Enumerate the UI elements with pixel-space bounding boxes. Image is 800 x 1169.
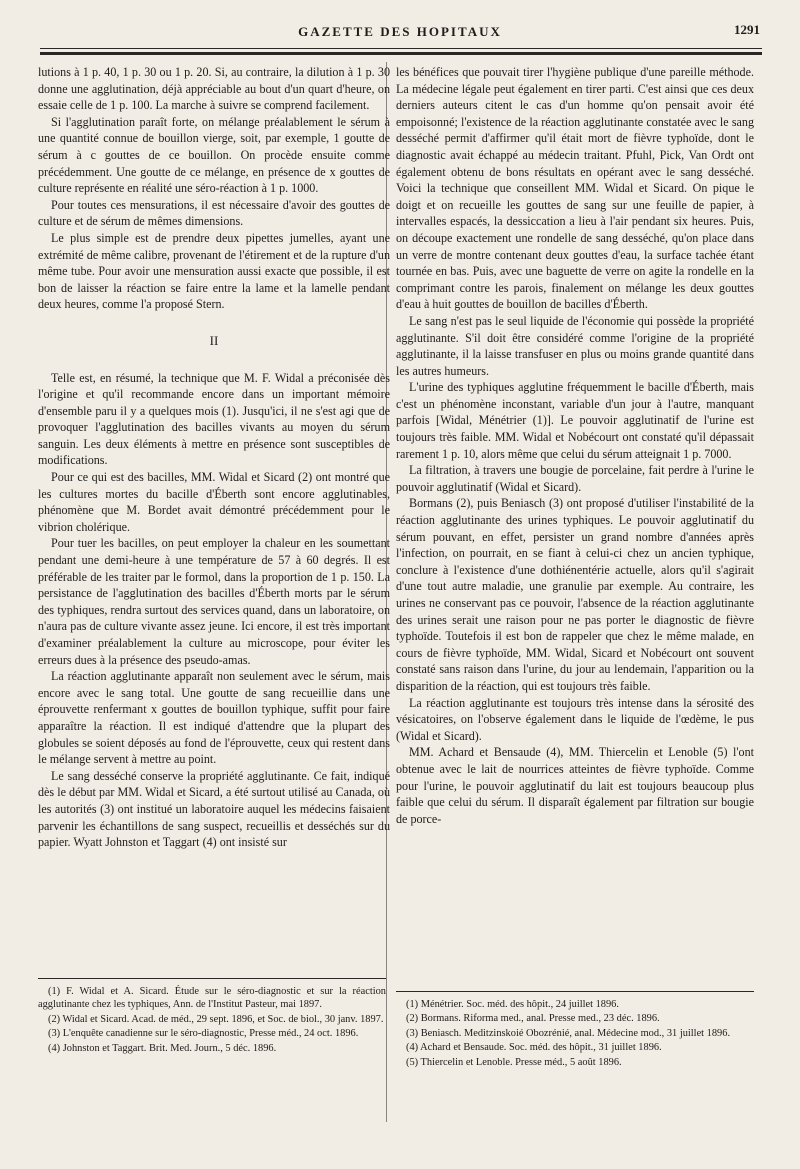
footnotes-rule-left xyxy=(38,978,386,979)
footnote: (2) Widal et Sicard. Acad. de méd., 29 sept. 1896, et Soc. de biol., 30 janv. 1897. xyxy=(48,1013,384,1025)
paragraph: les bénéfices que pouvait tirer l'hygiène publique d'une pareille méthode. La médecine légale peut également en tirer parti. C'est ainsi que ces deux derniers auteurs citent le cas d'un homme qu'on pensait avoir été empoisonné; l'existence de la réaction agglutinante constatée avec le sang desséché permit d'affirmer qu'il était mort de fièvre typhoïde, dont le diagnostic avait échappé au médecin traitant. Pfuhl, Pick, Van Ordt ont également obtenu de bons résultats en opérant avec le sang desséché. Voici la technique que conseillent MM. Widal et Sicard. On pique le doigt et on recueille les gouttes de sang sur une feuille de papier, à intervalles espacés, la dessiccation a lieu à l'air pendant six heures. Puis, on découpe exactement une rondelle de sang desséché, qu'on place dans un verre de montre contenant deux gouttes d'eau, la surface tachée étant tournée en bas. Puis, avec une baguette de verre on agite la rondelle en la comprimant contre les parois, finalement on mélange les deux gouttes d'eau à huit gouttes de bouillon de bacilles d'Éberth. xyxy=(396,65,754,312)
paragraph: Le sang desséché conserve la propriété agglutinante. Ce fait, indiqué dès le début par MM. Widal et Sicard, a été surtout utilisé au Canada, où les autorités (3) ont institué un laboratoire auquel les médecins faisaient parvenir les échantillons de sang suspect, recueillis et desséchés sur du papier. Wyatt Johnston et Taggart (4) ont insisté sur xyxy=(38,768,390,850)
paragraph: Le plus simple est de prendre deux pipettes jumelles, ayant une extrémité de même calibre, provenant de l'étirement et de la rupture d'un même tube. Pour avoir une mensuration aussi exacte que possible, il est bon de laisser la réaction se faire entre la lame et la lamelle pendant deux heures, comme l'a proposé Stern. xyxy=(38,230,390,312)
section-number: II xyxy=(209,332,219,348)
footnotes-rule-right xyxy=(396,991,754,992)
footnote: (3) L'enquête canadienne sur le séro-diagnostic, Presse méd., 24 oct. 1896. xyxy=(48,1028,359,1040)
footnote: (1) Ménétrier. Soc. méd. des hôpit., 24 juillet 1896. xyxy=(406,999,619,1010)
paragraph: Pour tuer les bacilles, on peut employer la chaleur en les soumettant pendant une demi-heure à une température de 57 à 60 degrés. Il est préférable de les traiter par le formol, dans la proportion de 1 p. 150. La persistance de l'agglutination des bacilles d'Éberth morts par le sérum des typhiques, rendra surtout des services quand, dans un laboratoire, on n'aura pas de culture vivante assez jeune. Ici encore, il est très important d'examiner préalablement la culture au microscope, pour éviter les erreurs dues à la présence des pseudo-amas. xyxy=(38,536,390,667)
footnote: (2) Bormans. Riforma med., anal. Presse med., 23 déc. 1896. xyxy=(406,1013,660,1025)
header-rule-thin xyxy=(40,48,762,49)
paragraph: La réaction agglutinante apparaît non seulement avec le sérum, mais encore avec le sang total. Une goutte de sang recueillie dans une éprouvette renfermant x gouttes de bouillon typhique, suffit pour faire apparaître la réaction. Il est indiqué d'attendre que la plupart des globules se soient déposés au fond de l'éprouvette, ceux qui restent dans le mélange servent à mettre au point. xyxy=(38,669,390,767)
paragraph: Le sang n'est pas le seul liquide de l'économie qui possède la propriété agglutinante. S'il doit être considéré comme l'origine de la propriété agglutinante, il la laisse transfuser en plus ou moins grande quantité dans les autres humeurs. xyxy=(396,313,754,378)
paragraph: MM. Achard et Bensaude (4), MM. Thiercelin et Lenoble (5) l'ont obtenue avec le lait de nourrices atteintes de fièvre typhoïde. Comme pour l'urine, le pouvoir agglutinatif du lait est toujours beaucoup plus faible que celui du sérum. Il disparaît également par filtration sur bougie de porce- xyxy=(396,745,754,826)
page-header xyxy=(40,24,760,44)
paragraph: La filtration, à travers une bougie de porcelaine, fait perdre à l'urine le pouvoir agglutinatif (Widal et Sicard). xyxy=(396,463,754,494)
page-number: 1291 xyxy=(734,22,760,37)
paragraph: lutions à 1 p. 40, 1 p. 30 ou 1 p. 20. Si, au contraire, la dilution à 1 p. 30 donne une agglutination, déjà appréciable au bout d'un quart d'heure, on essaie celle de 1 p. 100. La marche à suivre se comprend facilement. xyxy=(38,65,390,113)
running-title: GAZETTE DES HOPITAUX xyxy=(298,24,502,39)
paragraph: Si l'agglutination paraît forte, on mélange préalablement le sérum à une quantité connue de bouillon vierge, soit, par exemple, 1 goutte de sérum à c gouttes de ce bouillon. On procède ensuite comme précédemment. Une goutte de ce mélange, en présence de x gouttes de culture représente en réalité une séro-réaction à 1 p. 1000. xyxy=(38,114,390,196)
footnotes-left xyxy=(38,985,386,1056)
footnote: (4) Johnston et Taggart. Brit. Med. Journ., 5 déc. 1896. xyxy=(48,1042,277,1054)
footnotes-right xyxy=(396,998,754,1070)
right-column xyxy=(396,64,754,827)
footnote: (4) Achard et Bensaude. Soc. méd. des hôpit., 31 juillet 1896. xyxy=(406,1042,662,1054)
paragraph: La réaction agglutinante est toujours très intense dans la sérosité des vésicatoires, on l'observe également dans le liquide de l'œdème, le pus (Widal et Sicard). xyxy=(396,695,754,743)
footnote: (1) F. Widal et A. Sicard. Étude sur le séro-diagnostic et sur la réaction agglutinante chez les typhiques, Ann. de l'Institut Pasteur, mai 1897. xyxy=(38,986,386,1011)
footnote: (3) Beniasch. Meditzinskoié Obozrénié, anal. Médecine mod., 31 juillet 1896. xyxy=(406,1027,731,1039)
left-column xyxy=(38,64,390,851)
paragraph: Bormans (2), puis Beniasch (3) ont proposé d'utiliser l'instabilité de la réaction agglutinante des urines typhiques. Le pouvoir agglutinatif du sérum pouvant, en effet, persister un grand nombre d'années après l'infection, on pourrait, en se fiant à celui-ci chez un ancien typhique, conclure à l'existence d'une dothiénentérie actuelle, alors qu'il s'agirait d'une tout autre maladie, une granulie par exemple. Au contraire, les urines ne conservant pas ce pouvoir, l'absence de la réaction agglutinante des urines serait une raison pour ne pas porter le diagnostic de fièvre typhoïde. Toutefois il est bon de rappeler que chez le même malade, en cours de fièvre typhoïde, MM. Widal, Sicard et Nobécourt ont souvent constaté sans raison dans l'urine, du jour au lendemain, l'apparition ou la disparition de la réaction, qui est toujours très faible. xyxy=(396,496,754,693)
paragraph: Pour ce qui est des bacilles, MM. Widal et Sicard (2) ont montré que les cultures mortes du bacille d'Éberth sont encore agglutinables, phénomène que M. Bordet avait démontré précédemment pour le vibrion cholérique. xyxy=(38,470,390,534)
header-rule-thick xyxy=(40,52,762,55)
paragraph: L'urine des typhiques agglutine fréquemment le bacille d'Éberth, mais c'est un phénomène inconstant, variable d'un jour à l'autre, manquant parfois [Widal, Ménétrier (1)]. Le pouvoir agglutinatif de l'urine est toujours très faible. MM. Widal et Nobécourt ont constaté qu'il dépassait rarement 1 p. 10, alors même que celui du sérum atteignait 1 p. 7000. xyxy=(396,380,754,461)
paragraph: Telle est, en résumé, la technique que M. F. Widal a préconisée dès l'origine et qu'il recommande encore dans un important mémoire d'ensemble paru il y a quelques mois (1). Jusqu'ici, il ne s'est agi que de provoquer l'agglutination des bacilles vivants au moyen du sérum sanguin. Les deux éléments à mettre en présence sont susceptibles de modifications. xyxy=(38,370,390,468)
footnote: (5) Thiercelin et Lenoble. Presse méd., 5 août 1896. xyxy=(406,1056,622,1068)
paragraph: Pour toutes ces mensurations, il est nécessaire d'avoir des gouttes de culture et de sérum de mêmes dimensions. xyxy=(38,197,390,229)
